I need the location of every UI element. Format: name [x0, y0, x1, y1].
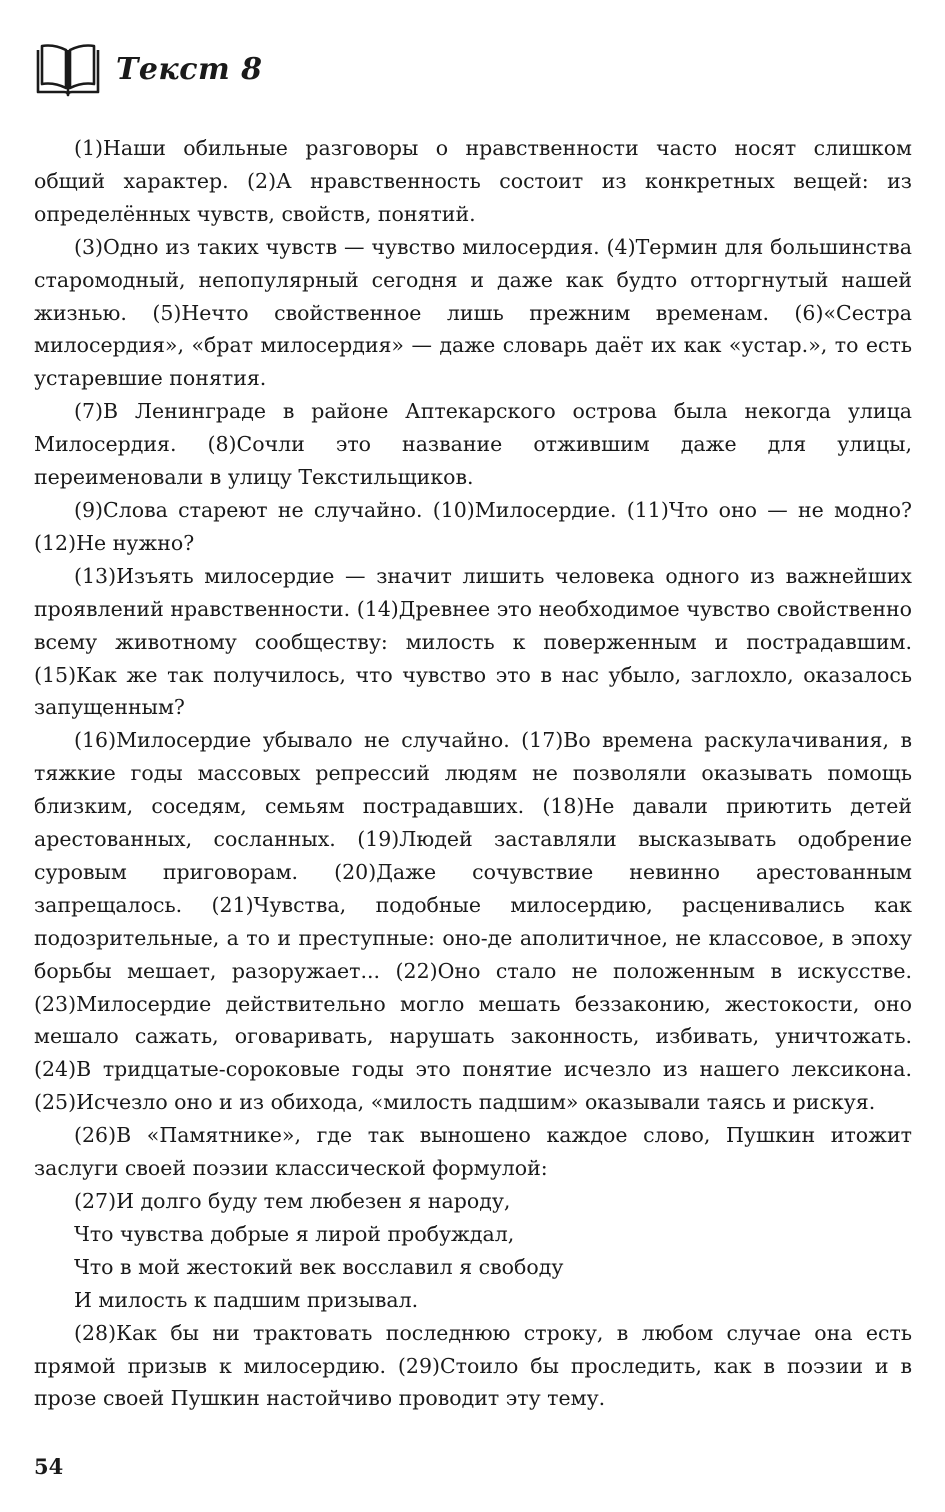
paragraph: (16)Милосердие убывало не случайно. (17)Во времена раскулачивания, в тяжкие годы массовых репрессий людям не позволяли оказывать помощь близким, соседям, семьям пострадавших. (18)Не давали приютить детей арестованных, сосланных. (19)Людей заставляли высказывать одобрение суровым приговорам. (20)Даже сочувствие невинно арестованным запрещалось. (21)Чувства, подобные милосердию, расценивались как подозрительные, а то и преступные: оно-де аполитичное, не классовое, в эпоху борьбы мешает, разоружает... (22)Оно стало не положенным в искусстве. (23)Милосердие действительно могло мешать беззаконию, жестокости, оно мешало сажать, оговаривать, нарушать законность, избивать, уничтожать. (24)В тридцатые-сороковые годы это понятие исчезло из нашего лексикона. (25)Исчезло оно и из обихода, «милость падшим» оказывали таясь и рискуя.: [34, 728, 912, 1115]
verse-line: Что в мой жестокий век восславил я свободу: [74, 1254, 564, 1279]
paragraph: (1)Наши обильные разговоры о нравственности часто носят слишком общий характер. (2)А нравственность состоит из конкретных вещей: из определённых чувств, свойств, понятий.: [34, 136, 912, 226]
heading-title: Текст 8: [116, 51, 263, 87]
verse-line: И милость к падшим призывал.: [74, 1287, 419, 1312]
open-book-icon: [34, 40, 102, 98]
paragraph: (9)Слова стареют не случайно. (10)Милосердие. (11)Что оно — не модно? (12)Не нужно?: [34, 497, 912, 555]
paragraph: (7)В Ленинграде в районе Аптекарского острова была некогда улица Милосердия. (8)Сочли это название отжившим даже для улицы, переименовали в улицу Текстильщиков.: [34, 399, 912, 490]
section-heading: [34, 34, 263, 104]
paragraph: (3)Одно из таких чувств — чувство милосердия. (4)Термин для большинства старомодный, непопулярный сегодня и даже как будто отторгнутый нашей жизнью. (5)Нечто свойственное лишь прежним временам. (6)«Сестра милосердия», «брат милосердия» — даже словарь даёт их как «устар.», то есть устаревшие понятия.: [34, 234, 912, 391]
paragraph: (28)Как бы ни трактовать последнюю строку, в любом случае она есть прямой призыв к милосердию. (29)Стоило бы проследить, как в поэзии и в прозе своей Пушкин настойчиво проводит эту тему.: [34, 1320, 912, 1411]
page-number: 54: [34, 1454, 64, 1479]
paragraph: (26)В «Памятнике», где так выношено каждое слово, Пушкин итожит заслуги своей поэзии классической формулой:: [34, 1123, 912, 1181]
paragraph: (13)Изъять милосердие — значит лишить человека одного из важнейших проявлений нравственности. (14)Древнее это необходимое чувство свойственно всему животному сообществу: милость к поверженным и пострадавшим. (15)Как же так получилось, что чувство это в нас убыло, заглохло, оказалось запущенным?: [34, 563, 912, 720]
verse-line: Что чувства добрые я лирой пробуждал,: [74, 1221, 515, 1246]
verse-line: (27)И долго буду тем любезен я народу,: [74, 1189, 511, 1213]
main-text: [34, 132, 912, 1415]
